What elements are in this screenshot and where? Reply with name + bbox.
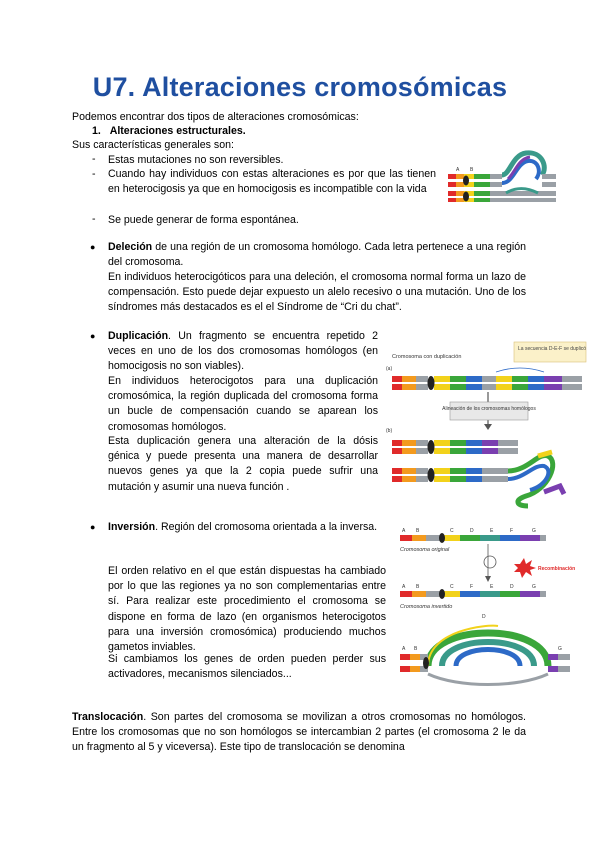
svg-text:G: G [532, 584, 536, 590]
list-dash: - [92, 168, 96, 180]
intro-text: Podemos encontrar dos tipos de alteraciones cromosómicas: [72, 111, 359, 123]
bullet-icon: ● [90, 522, 96, 532]
deletion-figure [446, 145, 558, 203]
aligned-chromosomes-bottom [392, 452, 564, 506]
label-top: Cromosoma con duplicación [392, 354, 462, 360]
duplicacion-text: . Un fragmento se encuentra repetido 2 veces en uno de los dos cromosomas homólogos (en homocigosis no son viables). [108, 330, 378, 373]
translocacion-term: Translocación [72, 711, 144, 723]
label-original: Cromosoma original [400, 547, 450, 553]
list-item: Estas mutaciones no son reversibles. [108, 154, 284, 166]
inverted-chromosome [400, 589, 546, 599]
inversion-figure [398, 526, 580, 696]
list-dash: - [92, 153, 96, 165]
duplicacion-term: Duplicación [108, 330, 169, 342]
note-text: La secuencia D-E-F se duplicó [518, 346, 587, 352]
svg-text:E: E [490, 584, 494, 590]
bullet-icon: ● [90, 331, 96, 341]
inversion-loop [400, 614, 570, 685]
inversion-paragraph-2: El orden relativo en el que están dispuestas ha cambiado por lo que las regiones ya no son complementarias entre sí. Para realizar este procedimiento el cromosoma se dispone en forma de lazo (en organismos heterocigotos para una inversión cromosómica) produciendo muchos gametos inviables. [108, 565, 386, 654]
svg-text:A: A [402, 584, 406, 590]
bullet-icon: ● [90, 242, 96, 252]
svg-text:D: D [510, 584, 514, 590]
svg-text:B: B [414, 646, 418, 652]
duplicacion-figure [388, 340, 588, 510]
svg-text:A: A [402, 528, 406, 534]
inversion-term: Inversión [108, 521, 156, 533]
svg-text:B: B [416, 584, 420, 590]
delecion-paragraph-2: En individuos heterocigóticos para una deleción, el cromosoma normal forma un lazo de compensación. Esto puede dejar expuesto un alelo recesivo o una mutación. Uno de los síndromes más destacados es el el Síndrome de “Cri du chat”. [108, 271, 526, 314]
svg-text:C: C [450, 584, 454, 590]
translocacion-paragraph [72, 710, 526, 756]
svg-text:D: D [470, 528, 474, 534]
duplicacion-paragraph-3: Esta duplicación genera una alteración de la dósis génica y puede presenta una manera de desarrollar nuevos genes ya que la 2 copia puede sufrir una mutación y asumir una nueva función . [108, 435, 378, 493]
panel-a: (a) [386, 366, 393, 372]
duplicacion-paragraph [108, 329, 378, 375]
gene-segment [448, 174, 456, 179]
section-heading [92, 124, 246, 138]
svg-text:B: B [416, 528, 420, 534]
rotation-icon [484, 556, 496, 568]
svg-text:E: E [490, 528, 494, 534]
inversion-text: . Región del cromosoma orientada a la inversa. [155, 521, 378, 533]
delecion-text: de una región de un cromosoma homólogo. Cada letra pertenece a una región del cromosoma. [108, 241, 526, 269]
section-number: 1. [92, 125, 101, 137]
page-title: U7. Alteraciones cromosómicas [92, 72, 508, 102]
svg-text:F: F [470, 584, 474, 590]
gene-segment [474, 174, 490, 179]
svg-text:A: A [402, 646, 406, 652]
svg-text:A: A [456, 167, 460, 173]
arrow-label: Alineación de los cromosomas homólogos [442, 406, 536, 412]
svg-text:B: B [470, 167, 474, 173]
note-box [514, 342, 586, 362]
list-item: Se puede generar de forma espontánea. [108, 214, 299, 226]
svg-text:D: D [482, 614, 486, 620]
list-item: Cuando hay individuos con estas alteraciones es por que las tienen en heterocigosis ya que en homocigosis es incompatible con la vida [108, 168, 436, 196]
translocacion-text: . Son partes del cromosoma se movilizan a otros cromosomas no homólogos. Entre los cromosomas que no son homólogos se intercambian 2 partes (el cromosoma 2 le da un fragmento al 5 y viceversa). Este tipo de translocación se denomina [72, 711, 526, 754]
svg-text:G: G [532, 528, 536, 534]
delecion-paragraph [108, 240, 526, 270]
delecion-term: Deleción [108, 241, 153, 253]
label-inverted: Cromosoma invertido [400, 604, 453, 610]
gene-segment [456, 174, 464, 179]
general-label: Sus características generales son: [72, 139, 234, 151]
inversion-paragraph-3: Si cambiamos los genes de orden pueden perder sus activadores, mecanismos silenciados... [108, 653, 386, 681]
section-label: Alteraciones estructurales. [109, 125, 246, 137]
original-chromosome [400, 533, 546, 543]
break-label: Recombinación [538, 566, 576, 572]
svg-text:C: C [508, 167, 512, 173]
break-icon [514, 558, 536, 578]
panel-b: (b) [386, 428, 393, 434]
list-dash: - [92, 213, 96, 225]
duplicacion-paragraph-2: En individuos heterocigotos para una duplicación cromosómica, la región duplicada del cromosoma forma un bucle de compensación cuando se aparean los cromosomas homólogos. [108, 375, 378, 433]
svg-text:F: F [510, 528, 514, 534]
svg-text:G: G [558, 646, 562, 652]
svg-text:C: C [450, 528, 454, 534]
aligned-chromosomes [392, 440, 518, 454]
duplicated-chromosome-top [392, 376, 582, 390]
inversion-paragraph [108, 520, 386, 535]
